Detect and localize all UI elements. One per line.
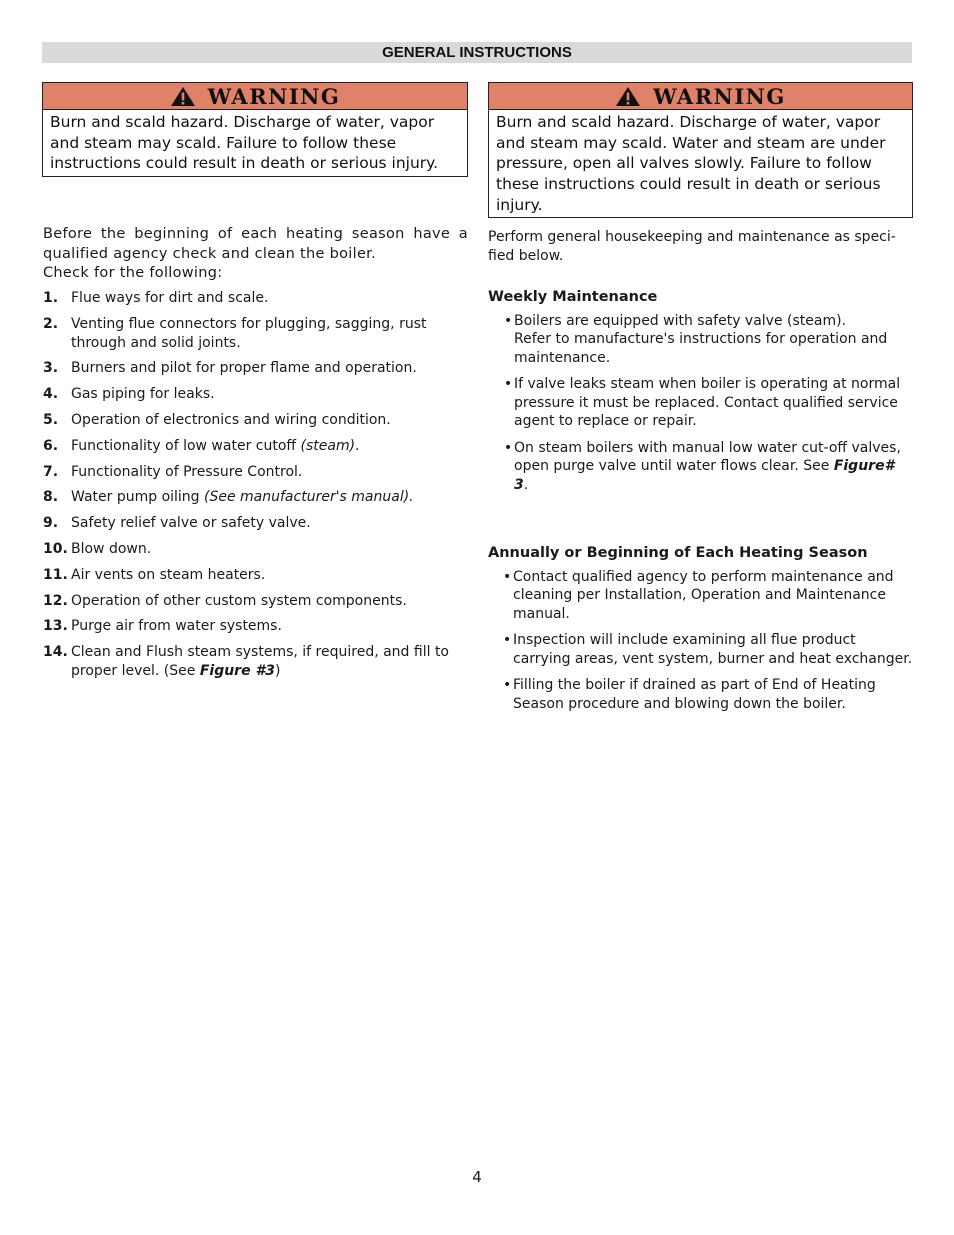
- intro-line-2: qualified agency check and clean the boiler.: [43, 245, 377, 262]
- warning-label: WARNING: [207, 83, 341, 109]
- list-item: 12. Operation of other custom system components.: [43, 592, 407, 609]
- list-item: • Boilers are equipped with safety valve (steam). Refer to manufacture's instructions for operation and maintenance.: [504, 312, 888, 366]
- warning-triangle-icon: [170, 86, 196, 107]
- list-item: 5. Operation of electronics and wiring condition.: [43, 411, 391, 428]
- warning-box-2: [488, 82, 913, 218]
- intro-line-1: Before the beginning of each heating season have a: [43, 226, 468, 242]
- left-intro: [43, 225, 468, 284]
- page-number: 4: [472, 1168, 482, 1186]
- list-item: 9. Safety relief valve or safety valve.: [43, 515, 311, 532]
- list-item: • On steam boilers with manual low water cut-off valves, open purge valve until water flows clear. See Figure# 3.: [504, 439, 901, 493]
- list-item: • Contact qualified agency to perform maintenance and cleaning per Installation, Operation and Maintenance manual.: [503, 568, 894, 622]
- weekly-maintenance: [488, 288, 913, 502]
- list-item: • Inspection will include examining all flue product carrying areas, vent system, burner and heat exchanger.: [503, 632, 913, 667]
- annual-list: [503, 568, 913, 714]
- list-item: • If valve leaks steam when boiler is operating at normal pressure it must be replaced. Contact qualified service agent to replace or repair.: [504, 376, 901, 429]
- weekly-list: [504, 312, 913, 495]
- list-item: 14. Clean and Flush steam systems, if required, and fill to proper level. (See Figure #3): [43, 644, 449, 679]
- list-item: 3. Burners and pilot for proper flame and operation.: [43, 360, 417, 377]
- list-item: 10. Blow down.: [43, 540, 152, 557]
- list-item: 7. Functionality of Pressure Control.: [43, 463, 303, 480]
- list-item: 2. Venting flue connectors for plugging, sagging, rust through and solid joints.: [43, 315, 427, 351]
- warning-text: Burn and scald hazard. Discharge of water, vapor and steam may scald. Failure to follow these instructions could result in death or serious injury.: [50, 113, 439, 173]
- weekly-title: Weekly Maintenance: [488, 289, 658, 305]
- warning-triangle-icon: [615, 86, 641, 107]
- list-item: 6. Functionality of low water cutoff (steam).: [43, 437, 360, 454]
- list-item: 8. Water pump oiling (See manufacturer's manual).: [43, 489, 414, 506]
- list-item: 1. Flue ways for dirt and scale.: [43, 290, 269, 306]
- right-intro: [488, 228, 913, 265]
- checklist: [43, 289, 473, 688]
- list-item: • Filling the boiler if drained as part of End of Heating Season procedure and blowing down the boiler.: [503, 677, 876, 712]
- right-intro-text: Perform general housekeeping and maintenance as speci-fied below.: [488, 229, 896, 264]
- list-item: 13. Purge air from water systems.: [43, 618, 282, 635]
- warning-text: Burn and scald hazard. Discharge of water, vapor and steam may scald. Water and steam are under pressure, open all valves slowly. Failure to follow these instructions could result in death or serious injury.: [496, 113, 886, 214]
- section-header: [42, 42, 912, 63]
- warning-header: [43, 83, 467, 110]
- annual-title: Annually or Beginning of Each Heating Season: [488, 545, 868, 561]
- list-item: 11. Air vents on steam heaters.: [43, 566, 266, 583]
- list-item: 4. Gas piping for leaks.: [43, 386, 215, 403]
- warning-box-1: [42, 82, 468, 177]
- annual-maintenance: [488, 544, 913, 721]
- warning-header: [489, 83, 912, 110]
- section-title: GENERAL INSTRUCTIONS: [382, 44, 572, 61]
- check-label: Check for the following:: [43, 265, 223, 281]
- warning-label: WARNING: [653, 83, 786, 109]
